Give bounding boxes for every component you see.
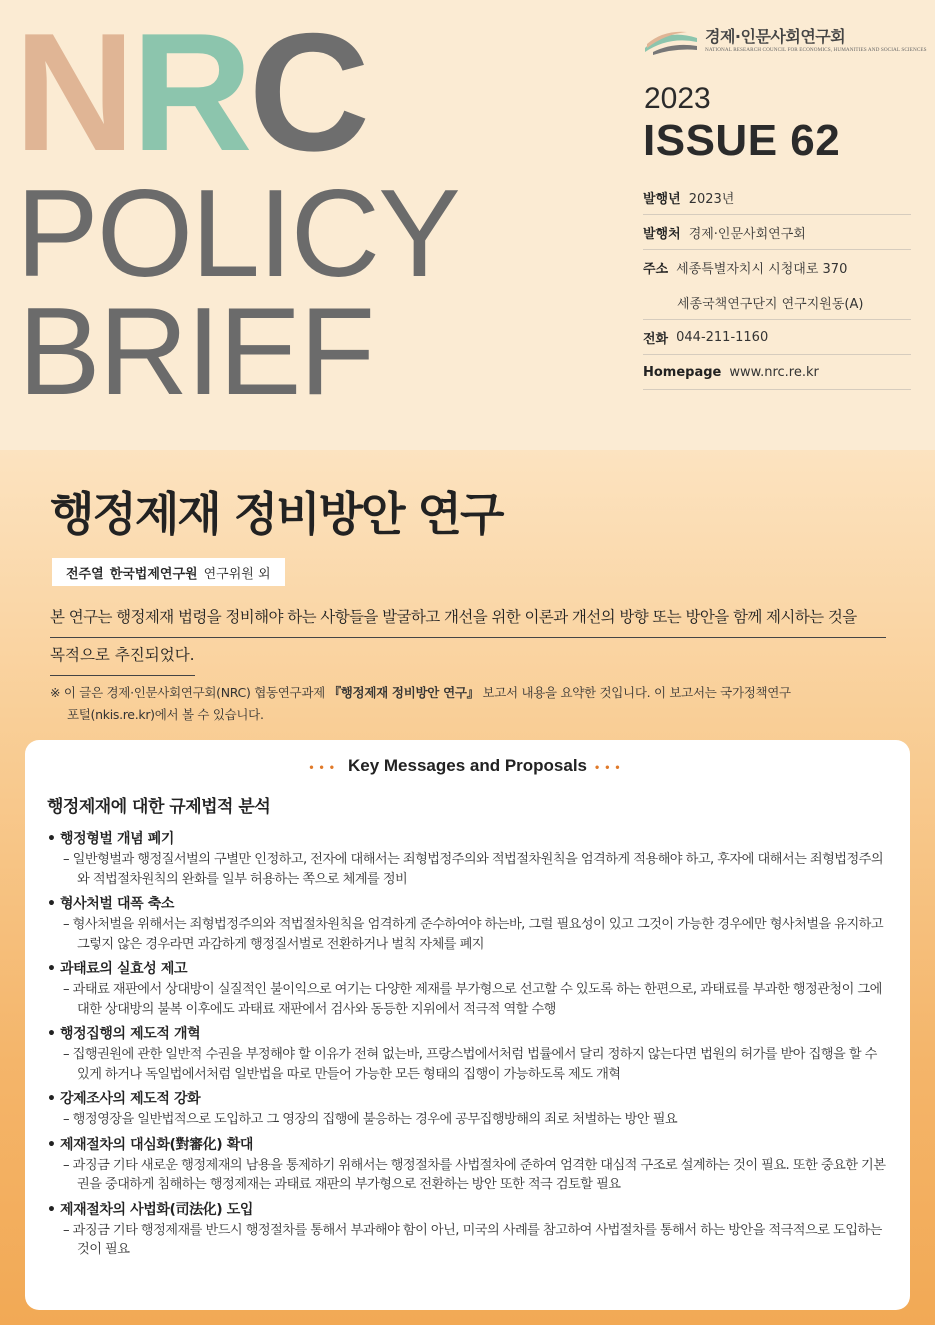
item-title: • 과태료의 실효성 제고 [47,961,188,977]
note-text-2: 포털(nkis.re.kr)에서 볼 수 있습니다. [67,707,264,722]
meta-value: 세종국책연구단지 연구지원동(A) [677,296,864,312]
meta-row-year [643,180,911,215]
author-org: 한국법제연구원 [109,566,198,582]
meta-row-homepage [643,355,911,390]
list-item [47,1134,892,1195]
item-title: • 행정형벌 개념 폐기 [47,831,174,847]
meta-row-phone [643,320,911,355]
page-title: 행정제재 정비방안 연구 [50,487,503,541]
item-title: • 강제조사의 제도적 강화 [47,1091,201,1107]
note-text: 보고서 내용을 요약한 것입니다. 이 보고서는 국가정책연구 [478,685,791,700]
publication-info [643,180,911,390]
brand-letter-c: C [248,0,366,186]
dots-icon: ••• [595,759,626,774]
item-title: • 형사처벌 대폭 축소 [47,896,174,912]
issue-number: ISSUE 62 [643,116,841,165]
item-body: – 행정영장을 일반법적으로 도입하고 그 영장의 집행에 불응하는 경우에 공무집행방해의 죄로 처벌하는 방안 필요 [63,1112,678,1127]
meta-value: 2023년 [688,191,735,207]
dots-icon: ••• [309,759,340,774]
brand-nrc [14,0,366,186]
item-body: – 집행권원에 관한 일반적 수권을 부정해야 할 이유가 전혀 없는바, 프랑스법에서처럼 법률에서 달리 정하지 않는다면 법원의 허가를 받아 집행을 할 수 있게 하거나 독일법에서처럼 일반법을 따로 만들어 가능한 모든 형태의 집행이 가능하도록 제도 개혁 [63,1047,877,1082]
note-text: ※ 이 글은 경제·인문사회연구회(NRC) 협동연구과제 [50,685,329,700]
meta-row-address-2 [643,285,911,320]
list-item [47,828,892,889]
item-body: – 형사처벌을 위해서는 죄형법정주의와 적법절차원칙을 엄격하게 준수하여야 하는바, 그럴 필요성이 있고 그것이 가능한 경우에만 형사처벌을 유지하고 그렇지 않은 경우라면 과감하게 행정질서벌로 전환하거나 벌칙 자체를 폐지 [63,917,884,952]
org-name-en: NATIONAL RESEARCH COUNCIL FOR ECONOMICS, HUMANITIES AND SOCIAL SCIENCES [705,47,927,53]
meta-key: 전화 [643,331,669,347]
item-body: – 일반형벌과 행정질서벌의 구별만 인정하고, 전자에 대해서는 죄형법정주의와 적법절차원칙을 엄격하게 적용해야 하고, 후자에 대해서는 죄형법정주의와 적법절차원칙의 완화를 일부 허용하는 쪽으로 체계를 정비 [63,852,884,887]
list-item [47,1023,892,1084]
item-title: • 제재절차의 대심화(對審化) 확대 [47,1136,254,1153]
section-title: 행정제재에 대한 규제법적 분석 [47,797,271,817]
brand-policy: POLICY [16,165,459,303]
item-body: – 과징금 기타 행정제재를 반드시 행정절차를 통해서 부과해야 함이 아닌, 미국의 사례를 참고하여 사법절차를 통해서 하는 방안을 적극적으로 도입하는 것이 필요 [63,1222,882,1257]
homepage-link[interactable]: www.nrc.re.kr [729,364,819,380]
abstract-line-2: 목적으로 추진되었다. [50,638,195,676]
meta-key: 주소 [643,262,669,277]
meta-key: 발행년 [643,191,681,207]
brand-brief: BRIEF [18,283,374,421]
org-name: 경제·인문사회연구회 [705,27,846,46]
key-messages-heading [25,756,910,776]
item-title: • 제재절차의 사법화(司法化) 도입 [47,1201,254,1218]
key-messages-list [47,828,892,1264]
item-body: – 과태료 재판에서 상대방이 실질적인 불이익으로 여기는 다양한 제재를 부가형으로 선고할 수 있도록 하는 한편으로, 과태료를 부과한 행정관청이 그에 대한 상대방의 불복 이후에도 과태료 재판에서 검사와 동등한 지위에서 적극적 역할 수행 [63,982,882,1017]
org-logo-icon [643,26,699,56]
meta-value: 세종특별자치시 시청대로 370 [676,262,848,277]
org-logo [643,22,927,62]
meta-row-address [643,250,911,285]
brand-letter-r: R [131,0,249,186]
list-item [47,1088,892,1130]
note-report-title: 『행정제재 정비방안 연구』 [328,685,479,700]
list-item [47,893,892,954]
meta-value: 경제·인문사회연구회 [688,226,806,242]
abstract [50,600,886,676]
meta-key: 발행처 [643,226,681,242]
author-box [52,558,285,586]
key-messages-card [25,740,910,1310]
brand-letter-n: N [14,0,132,186]
source-note [50,682,890,726]
author-role: 연구위원 외 [203,566,271,582]
issue-year: 2023 [644,82,711,115]
author-name: 전주열 [66,566,104,582]
meta-key: Homepage [643,364,722,380]
abstract-line-1: 본 연구는 행정제재 법령을 정비해야 하는 사항들을 발굴하고 개선을 위한 이론과 개선의 방향 또는 방안을 함께 제시하는 것을 [50,600,886,638]
meta-row-publisher [643,215,911,250]
meta-value: 044-211-1160 [676,329,769,345]
key-messages-heading-text: Key Messages and Proposals [347,756,588,775]
item-title: • 행정집행의 제도적 개혁 [47,1026,201,1042]
list-item [47,958,892,1019]
list-item [47,1199,892,1260]
item-body: – 과징금 기타 새로운 행정제재의 남용을 통제하기 위해서는 행정절차를 사법절차에 준하여 엄격한 대심적 구조로 설계하는 것이 필요. 또한 중요한 기본권을 중대하게 침해하는 행정제재는 과태료 재판의 부가형으로 전환하는 방안 또한 적극 검토할 필요 [63,1157,886,1192]
